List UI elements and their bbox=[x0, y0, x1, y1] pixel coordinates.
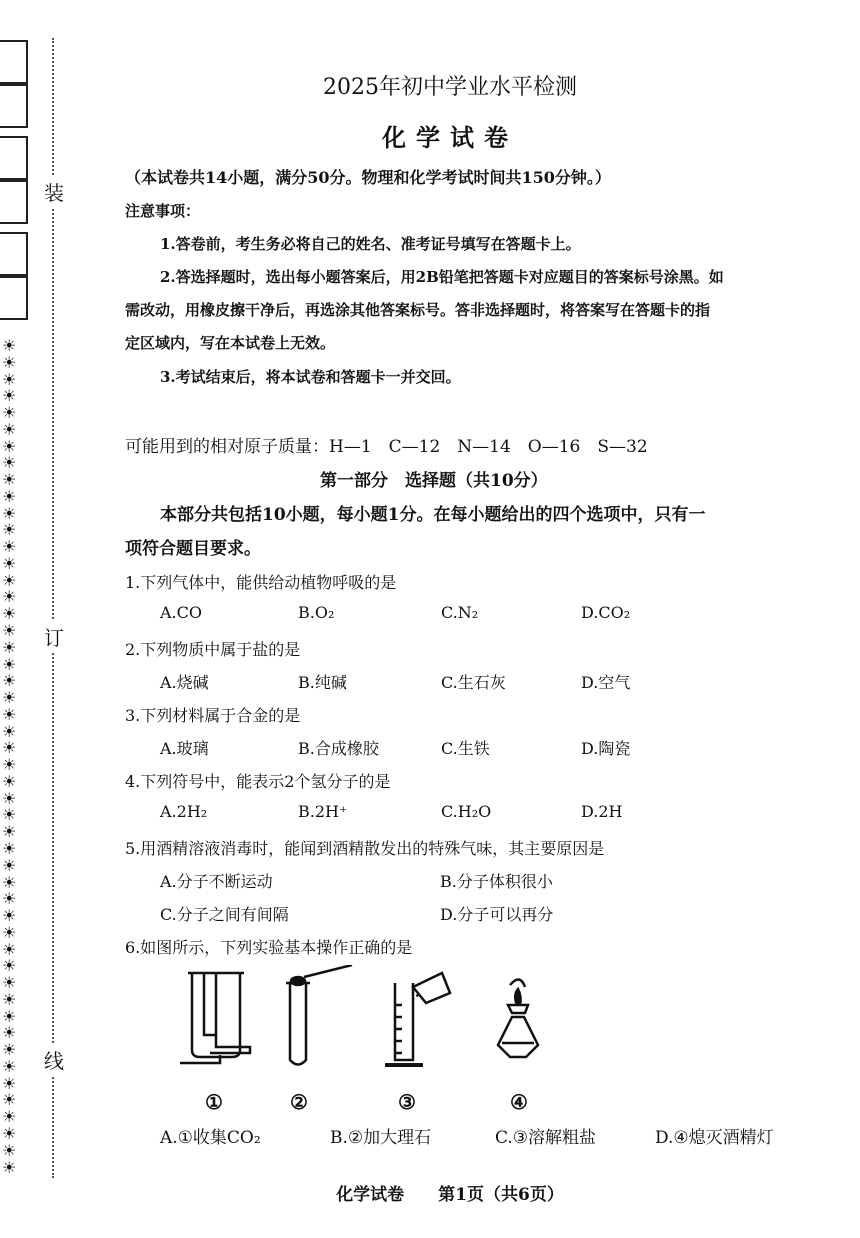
decorative-sun-icon: ☀ bbox=[2, 922, 17, 942]
question-1-stem: 1.下列气体中，能供给动植物呼吸的是 bbox=[125, 573, 397, 592]
decorative-sun-icon: ☀ bbox=[2, 520, 17, 540]
question-1-options bbox=[160, 603, 630, 622]
option[interactable]: A.玻璃 bbox=[160, 739, 209, 758]
question-3-options bbox=[160, 736, 630, 759]
decorative-sun-icon: ☀ bbox=[2, 352, 17, 372]
note-2-cont: 需改动，用橡皮擦干净后，再选涂其他答案标号。答非选择题时，将答案写在答题卡的指 bbox=[125, 301, 711, 319]
decorative-sun-icon: ☀ bbox=[2, 704, 17, 724]
binding-mark-ding: 订 bbox=[44, 620, 64, 653]
figure-label-2: ② bbox=[290, 1090, 308, 1114]
question-5-stem: 5.用酒精溶液消毒时，能闻到酒精散发出的特殊气味，其主要原因是 bbox=[125, 839, 605, 858]
decorative-sun-icon: ☀ bbox=[2, 386, 17, 406]
decorative-sun-icon: ☀ bbox=[2, 838, 17, 858]
option[interactable]: B.2H⁺ bbox=[298, 802, 348, 821]
note-2-end: 定区域内，写在本试卷上无效。 bbox=[125, 334, 336, 352]
decorative-sun-icon: ☀ bbox=[2, 755, 17, 775]
decorative-sun-icon: ☀ bbox=[2, 336, 17, 355]
note-2: 2.答选择题时，选出每小题答案后，用2B铅笔把答题卡对应题目的答案标号涂黑。如 bbox=[160, 268, 724, 286]
exam-subtitle: 化学试卷 bbox=[382, 123, 518, 152]
decorative-sun-icon: ☀ bbox=[2, 436, 17, 456]
exam-title: 2025年初中学业水平检测 bbox=[323, 75, 577, 100]
section-intro-line2: 项符合题目要求。 bbox=[125, 539, 261, 559]
option[interactable]: A.烧碱 bbox=[160, 673, 209, 692]
decorative-sun-icon: ☀ bbox=[2, 1140, 17, 1160]
decorative-sun-icon: ☀ bbox=[2, 1107, 17, 1127]
decorative-sun-icon: ☀ bbox=[2, 621, 17, 641]
gas-bottle-collection-icon bbox=[180, 973, 250, 1063]
decorative-border bbox=[2, 338, 24, 1176]
option[interactable]: B.合成橡胶 bbox=[298, 739, 379, 758]
section-heading: 第一部分 选择题（共10分） bbox=[320, 471, 548, 491]
binding-box bbox=[0, 276, 28, 320]
option[interactable]: A.分子不断运动 bbox=[160, 872, 273, 891]
decorative-sun-icon: ☀ bbox=[2, 1157, 17, 1177]
test-tube-spoon-icon bbox=[286, 965, 352, 1065]
option[interactable]: B.纯碱 bbox=[298, 673, 347, 692]
graduated-cylinder-icon bbox=[385, 973, 450, 1065]
decorative-sun-icon: ☀ bbox=[2, 889, 17, 909]
decorative-sun-icon: ☀ bbox=[2, 671, 17, 691]
notes-heading: 注意事项： bbox=[125, 202, 201, 220]
option[interactable]: A.2H₂ bbox=[160, 802, 208, 821]
decorative-sun-icon: ☀ bbox=[2, 872, 17, 892]
decorative-sun-icon: ☀ bbox=[2, 805, 17, 825]
question-2-options bbox=[160, 670, 630, 693]
note-3: 3.考试结束后，将本试卷和答题卡一并交回。 bbox=[160, 368, 461, 386]
decorative-sun-icon: ☀ bbox=[2, 1023, 17, 1043]
option[interactable]: C.N₂ bbox=[441, 603, 479, 622]
option[interactable]: A.①收集CO₂ bbox=[160, 1128, 261, 1148]
figure-label-1: ① bbox=[205, 1090, 223, 1114]
option[interactable]: A.CO bbox=[160, 603, 202, 622]
question-5-options-row2 bbox=[160, 902, 553, 925]
figure-label-3: ③ bbox=[398, 1090, 416, 1114]
decorative-sun-icon: ☀ bbox=[2, 1073, 17, 1093]
decorative-sun-icon: ☀ bbox=[2, 738, 17, 758]
option[interactable]: C.生石灰 bbox=[441, 673, 506, 692]
note-1: 1.答卷前，考生务必将自己的姓名、准考证号填写在答题卡上。 bbox=[160, 235, 581, 253]
decorative-sun-icon: ☀ bbox=[2, 906, 17, 926]
decorative-sun-icon: ☀ bbox=[2, 587, 17, 607]
decorative-sun-icon: ☀ bbox=[2, 637, 17, 657]
decorative-sun-icon: ☀ bbox=[2, 688, 17, 708]
question-4-stem: 4.下列符号中，能表示2个氢分子的是 bbox=[125, 772, 391, 791]
decorative-sun-icon: ☀ bbox=[2, 1040, 17, 1060]
decorative-sun-icon: ☀ bbox=[2, 453, 17, 473]
option[interactable]: D.④熄灭酒精灯 bbox=[655, 1128, 774, 1148]
question-3-stem: 3.下列材料属于合金的是 bbox=[125, 706, 301, 725]
decorative-sun-icon: ☀ bbox=[2, 470, 17, 490]
decorative-sun-icon: ☀ bbox=[2, 1006, 17, 1026]
decorative-sun-icon: ☀ bbox=[2, 403, 17, 423]
question-6-stem: 6.如图所示，下列实验基本操作正确的是 bbox=[125, 938, 413, 957]
page-footer: 化学试卷 第1页（共6页） bbox=[336, 1185, 564, 1205]
question-5-options-row1 bbox=[160, 869, 553, 892]
option[interactable]: B.分子体积很小 bbox=[440, 872, 553, 891]
decorative-sun-icon: ☀ bbox=[2, 822, 17, 842]
decorative-sun-icon: ☀ bbox=[2, 604, 17, 624]
option[interactable]: D.陶瓷 bbox=[581, 739, 631, 758]
exam-info: （本试卷共14小题，满分50分。物理和化学考试时间共150分钟。） bbox=[125, 168, 611, 187]
decorative-sun-icon: ☀ bbox=[2, 989, 17, 1009]
decorative-sun-icon: ☀ bbox=[2, 503, 17, 523]
binding-mark-zhuang: 装 bbox=[44, 175, 64, 208]
option[interactable]: C.H₂O bbox=[441, 802, 492, 821]
decorative-sun-icon: ☀ bbox=[2, 1056, 17, 1076]
figure-label-4: ④ bbox=[510, 1090, 528, 1114]
section-intro-line1: 本部分共包括10小题，每小题1分。在每小题给出的四个选项中，只有一 bbox=[160, 505, 706, 525]
decorative-sun-icon: ☀ bbox=[2, 721, 17, 741]
option[interactable]: D.分子可以再分 bbox=[440, 905, 554, 924]
binding-box bbox=[0, 180, 28, 224]
option[interactable]: C.分子之间有间隔 bbox=[160, 905, 289, 924]
decorative-sun-icon: ☀ bbox=[2, 973, 17, 993]
option[interactable]: D.空气 bbox=[581, 673, 631, 692]
decorative-sun-icon: ☀ bbox=[2, 939, 17, 959]
decorative-sun-icon: ☀ bbox=[2, 369, 17, 389]
question-2-stem: 2.下列物质中属于盐的是 bbox=[125, 640, 301, 659]
decorative-sun-icon: ☀ bbox=[2, 537, 17, 557]
decorative-sun-icon: ☀ bbox=[2, 771, 17, 791]
option[interactable]: C.生铁 bbox=[441, 739, 490, 758]
decorative-sun-icon: ☀ bbox=[2, 788, 17, 808]
decorative-sun-icon: ☀ bbox=[2, 553, 17, 573]
option[interactable]: B.②加大理石 bbox=[330, 1128, 432, 1148]
lab-apparatus-figure bbox=[180, 965, 760, 1075]
option[interactable]: C.③溶解粗盐 bbox=[495, 1128, 597, 1148]
question-4-options bbox=[160, 802, 622, 821]
question-6-options bbox=[160, 1123, 774, 1148]
decorative-sun-icon: ☀ bbox=[2, 419, 17, 439]
alcohol-lamp-icon bbox=[498, 979, 538, 1057]
option[interactable]: B.O₂ bbox=[298, 603, 335, 622]
decorative-sun-icon: ☀ bbox=[2, 486, 17, 506]
decorative-sun-icon: ☀ bbox=[2, 654, 17, 674]
option[interactable]: D.2H bbox=[581, 802, 623, 821]
decorative-sun-icon: ☀ bbox=[2, 855, 17, 875]
binding-mark-xian: 线 bbox=[44, 1043, 64, 1076]
binding-dotted-line bbox=[52, 38, 54, 1178]
atomic-masses: 可能用到的相对原子质量：H—1 C—12 N—14 O—16 S—32 bbox=[125, 437, 648, 457]
decorative-sun-icon: ☀ bbox=[2, 1090, 17, 1110]
decorative-sun-icon: ☀ bbox=[2, 570, 17, 590]
option[interactable]: D.CO₂ bbox=[581, 603, 631, 622]
decorative-sun-icon: ☀ bbox=[2, 956, 17, 976]
decorative-sun-icon: ☀ bbox=[2, 1123, 17, 1143]
binding-box bbox=[0, 232, 28, 276]
